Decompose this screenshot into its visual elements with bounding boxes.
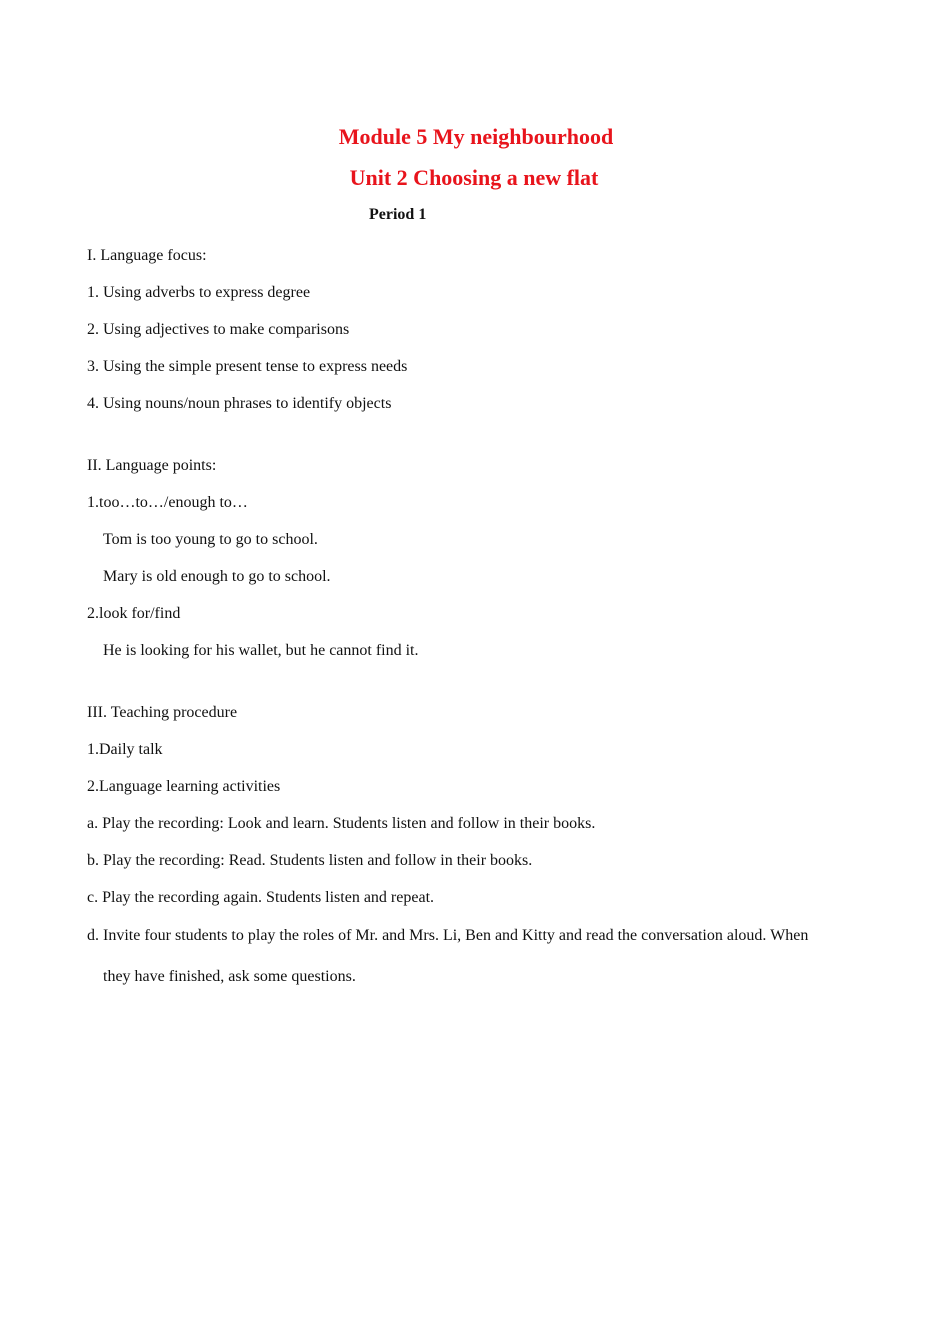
activity-item: c. Play the recording again. Students listen and repeat. (87, 889, 435, 906)
module-title: Module 5 My neighbourhood (338, 124, 614, 149)
language-focus-item: 2. Using adjectives to make comparisons (87, 321, 350, 338)
procedure-step: 1.Daily talk (87, 741, 163, 758)
example-sentence: Mary is old enough to go to school. (103, 568, 331, 585)
activity-item-continuation: they have finished, ask some questions. (103, 968, 356, 985)
language-focus-item: 4. Using nouns/noun phrases to identify objects (87, 395, 392, 412)
unit-title: Unit 2 Choosing a new flat (349, 165, 599, 190)
procedure-step: 2.Language learning activities (87, 778, 281, 795)
activity-item: b. Play the recording: Read. Students listen and follow in their books. (87, 852, 533, 869)
section-heading-language-points: II. Language points: (87, 457, 217, 474)
language-point: 2.look for/find (87, 605, 181, 622)
section-heading-teaching-procedure: III. Teaching procedure (87, 704, 238, 721)
language-focus-item: 3. Using the simple present tense to express needs (87, 358, 408, 375)
activity-item: a. Play the recording: Look and learn. Students listen and follow in their books. (87, 815, 596, 832)
language-point: 1.too…to…/enough to… (87, 494, 248, 511)
example-sentence: He is looking for his wallet, but he cannot find it. (103, 642, 419, 659)
section-heading-language-focus: I. Language focus: (87, 247, 207, 264)
period-label: Period 1 (369, 206, 427, 223)
example-sentence: Tom is too young to go to school. (103, 531, 318, 548)
language-focus-item: 1. Using adverbs to express degree (87, 284, 311, 301)
activity-item: d. Invite four students to play the roles of Mr. and Mrs. Li, Ben and Kitty and read the conversation aloud. When (87, 927, 809, 944)
